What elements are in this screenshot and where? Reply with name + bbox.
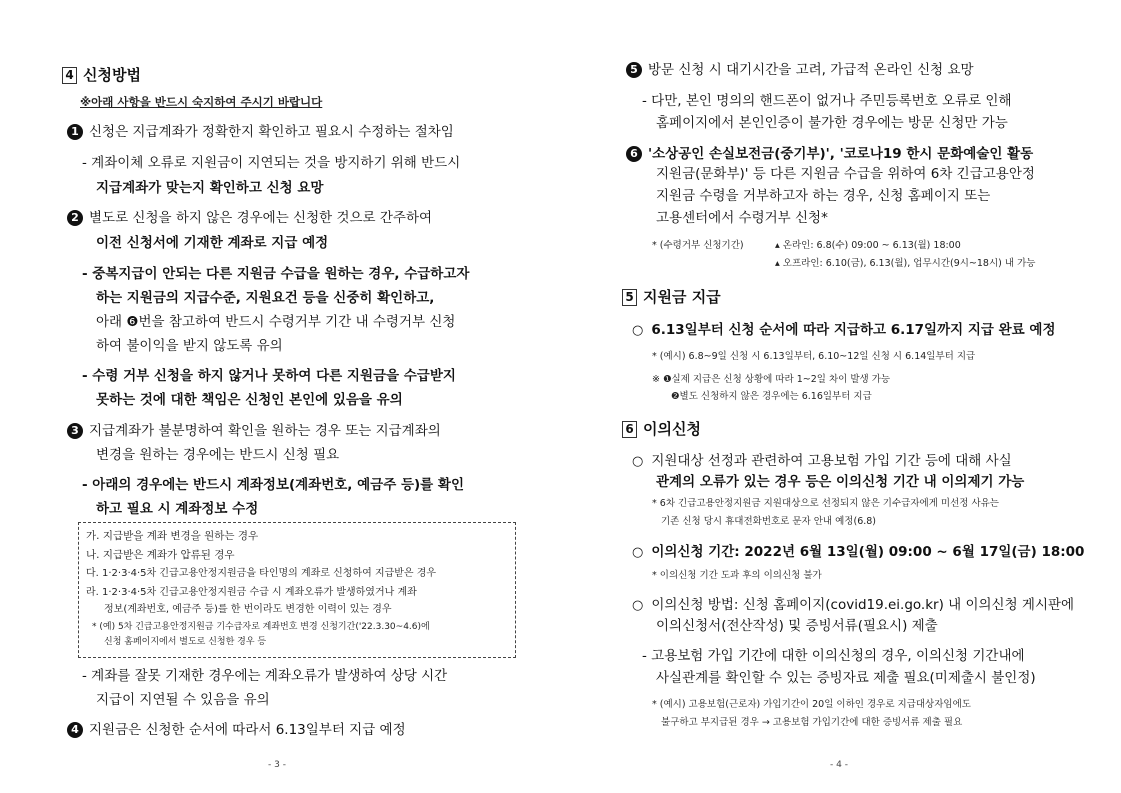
section-title: 신청방법 xyxy=(83,66,141,84)
refusal-period-label: * (수령거부 신청기간) xyxy=(652,240,744,251)
item-2-sub-line: 아래 ❻번을 참고하여 반드시 수령거부 기간 내 수령거부 신청 xyxy=(96,314,456,330)
item-number: 3 xyxy=(67,423,83,439)
item-3-line: 변경을 원하는 경우에는 반드시 신청 필요 xyxy=(96,447,340,463)
item-6-line: 지원금 수령을 거부하고자 하는 경우, 신청 홈페이지 또는 xyxy=(656,188,991,204)
item-2-line: 이전 신청서에 기재한 계좌로 지급 예정 xyxy=(96,235,329,251)
page-number: - 3 - xyxy=(268,760,286,770)
item-number: 5 xyxy=(626,62,642,78)
item-2-sub2-line: 못하는 것에 대한 책임은 신청인 본인에 있음을 유의 xyxy=(96,392,403,408)
item-2-sub-line: 하는 지원금의 지급수준, 지원요건 등을 신중히 확인하고, xyxy=(96,290,435,306)
item-6-line: 고용센터에서 수령거부 신청* xyxy=(656,210,828,226)
objection-note: 기존 신청 당시 휴대전화번호로 문자 안내 예정(6.8) xyxy=(661,516,877,527)
section-number: 4 xyxy=(62,67,77,84)
objection-example: 불구하고 부지급된 경우 → 고용보험 가입기간에 대한 증빙서류 제출 필요 xyxy=(661,717,963,728)
section-title: 이의신청 xyxy=(643,420,701,438)
item-5-sub-line: 홈페이지에서 본인인증이 불가한 경우에는 방문 신청만 가능 xyxy=(656,115,1008,131)
section-5-heading xyxy=(622,288,721,306)
bullet-circle-icon: ○ xyxy=(632,598,644,613)
item-3-sub-line: - 아래의 경우에는 반드시 계좌정보(계좌번호, 예금주 등)를 확인 xyxy=(82,477,464,493)
item-1-sub-line: 지급계좌가 맞는지 확인하고 신청 요망 xyxy=(96,180,324,196)
item-3: 3 지급계좌가 불분명하여 확인을 원하는 경우 또는 지급계좌의 xyxy=(67,423,441,439)
objection-method: ○ 이의신청 방법: 신청 홈페이지(covid19.ei.go.kr) 내 이의신청 게시판에 xyxy=(632,597,1075,613)
item-3-sub-line: 하고 필요 시 계좌정보 수정 xyxy=(96,501,259,517)
bullet-circle-icon: ○ xyxy=(632,323,644,338)
objection-method-sub: 사실관계를 확인할 수 있는 증빙자료 제출 필요(미제출시 불인정) xyxy=(656,670,1036,686)
box-line: 정보(계좌번호, 예금주 등)를 한 번이라도 변경한 이력이 있는 경우 xyxy=(104,604,392,615)
box-note: 신청 홈페이지에서 별도로 신청한 경우 등 xyxy=(104,637,267,647)
item-2-sub2-line: - 수령 거부 신청을 하지 않거나 못하여 다른 지원금을 수급받지 xyxy=(82,368,456,384)
item-5-sub-line: - 다만, 본인 명의의 핸드폰이 없거나 주민등록번호 오류로 인해 xyxy=(642,93,1012,109)
page-number: - 4 - xyxy=(830,760,848,770)
bullet-circle-icon: ○ xyxy=(632,545,644,560)
bullet-circle-icon: ○ xyxy=(632,454,644,469)
objection-note: * 6차 긴급고용안정지원금 지원대상으로 선정되지 않은 기수급자에게 미선정 사유는 xyxy=(652,498,999,509)
item-3-sub2-line: 지급이 지연될 수 있음을 유의 xyxy=(96,692,270,708)
box-line: 라. 1·2·3·4·5차 긴급고용안정지원금 수급 시 계좌오류가 발생하였거나 계좌 xyxy=(86,587,417,598)
item-2: 2 별도로 신청을 하지 않은 경우에는 신청한 것으로 간주하여 xyxy=(67,210,432,226)
refusal-offline: ▴ 오프라인: 6.10(금), 6.13(월), 업무시간(9시~18시) 내 가능 xyxy=(775,258,1036,269)
section-4-heading xyxy=(62,66,141,84)
notice: ※아래 사항을 반드시 숙지하여 주시기 바랍니다 xyxy=(80,95,323,109)
item-2-sub-line: 하여 불이익을 받지 않도록 유의 xyxy=(96,338,283,354)
objection-line: ○ 지원대상 선정과 관련하여 고용보험 가입 기간 등에 대해 사실 xyxy=(632,453,1012,469)
refusal-online: ▴ 온라인: 6.8(수) 09:00 ~ 6.13(월) 18:00 xyxy=(775,240,961,251)
item-number: 1 xyxy=(67,124,83,140)
objection-method-sub: - 고용보험 가입 기간에 대한 이의신청의 경우, 이의신청 기간내에 xyxy=(642,648,1025,664)
box-line: 나. 지급받은 계좌가 압류된 경우 xyxy=(86,549,235,561)
box-note: * (예) 5차 긴급고용안정지원금 기수급자로 계좌번호 변경 신청기간('22.3.30~4.6)에 xyxy=(92,622,430,632)
objection-method-line: 이의신청서(전산작성) 및 증빙서류(필요시) 제출 xyxy=(656,618,938,634)
item-6-line: 지원금(문화부)' 등 다른 지원금 수급을 위하여 6차 긴급고용안정 xyxy=(656,166,1035,182)
section-number: 5 xyxy=(622,289,637,306)
objection-period-note: * 이의신청 기간 도과 후의 이의신청 불가 xyxy=(652,570,822,581)
section-number: 6 xyxy=(622,421,637,438)
item-6: 6 '소상공인 손실보전금(중기부)', '코로나19 한시 문화예술인 활동 xyxy=(626,146,1033,162)
box-line: 다. 1·2·3·4·5차 긴급고용안정지원금을 타인명의 계좌로 신청하여 지급받은 경우 xyxy=(86,568,437,579)
item-2-sub-line: - 중복지급이 안되는 다른 지원금 수급을 원하는 경우, 수급하고자 xyxy=(82,266,470,282)
item-number: 4 xyxy=(67,722,83,738)
objection-example: * (예시) 고용보험(근로자) 가입기간이 20일 이하인 경우로 지급대상자임에도 xyxy=(652,699,971,710)
section-title: 지원금 지급 xyxy=(643,288,721,306)
objection-period: ○ 이의신청 기간: 2022년 6월 13일(월) 09:00 ~ 6월 17일(금) 18:00 xyxy=(632,544,1085,560)
item-5: 5 방문 신청 시 대기시간을 고려, 가급적 온라인 신청 요망 xyxy=(626,62,974,78)
item-number: 2 xyxy=(67,210,83,226)
payment-example: * (예시) 6.8~9일 신청 시 6.13일부터, 6.10~12일 신청 시 6.14일부터 지급 xyxy=(652,351,976,362)
item-3-sub2-line: - 계좌를 잘못 기재한 경우에는 계좌오류가 발생하여 상당 시간 xyxy=(82,668,448,684)
box-line: 가. 지급받을 계좌 변경을 원하는 경우 xyxy=(86,530,259,542)
item-1-sub-line: - 계좌이체 오류로 지원금이 지연되는 것을 방지하기 위해 반드시 xyxy=(82,155,461,171)
item-1: 1 신청은 지급계좌가 정확한지 확인하고 필요시 수정하는 절차임 xyxy=(67,124,454,140)
payment-line: ○ 6.13일부터 신청 순서에 따라 지급하고 6.17일까지 지급 완료 예정 xyxy=(632,322,1056,338)
payment-note: ※ ❶실제 지급은 신청 상황에 따라 1~2일 차이 발생 가능 xyxy=(652,374,891,385)
section-6-heading xyxy=(622,420,701,438)
item-4: 4 지원금은 신청한 순서에 따라서 6.13일부터 지급 예정 xyxy=(67,722,406,738)
item-number: 6 xyxy=(626,146,642,162)
payment-note: ❷별도 신청하지 않은 경우에는 6.16일부터 지급 xyxy=(671,391,872,402)
objection-line: 관계의 오류가 있는 경우 등은 이의신청 기간 내 이의제기 가능 xyxy=(656,474,1025,490)
